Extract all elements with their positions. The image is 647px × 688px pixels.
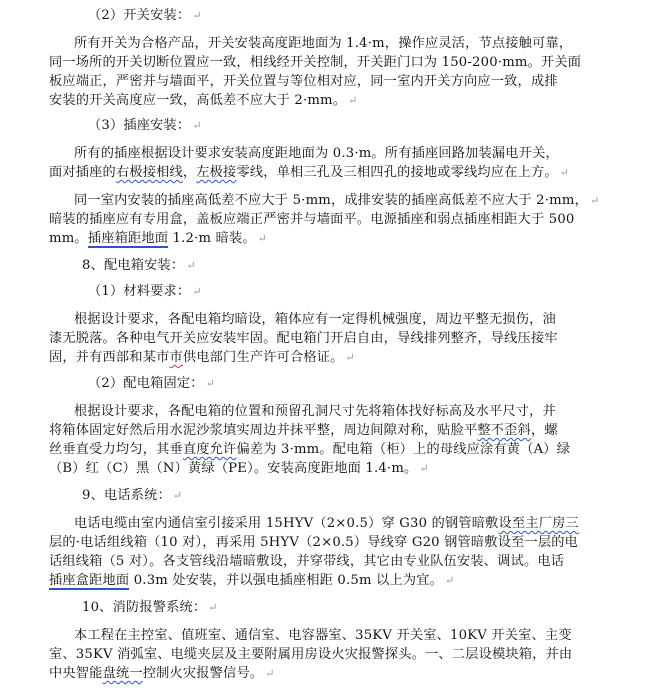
paragraph-mark-icon: ↵ xyxy=(589,194,600,207)
text-line: 同一室内安装的插座高低差不应大于 5·mm，成排安装的插座高低差不应大于 2·mm， ↵ xyxy=(74,193,600,208)
text-line: 根据设计要求，各配电箱的位置和预留孔洞尺寸先将箱体找好标高及水平尺寸，并 xyxy=(74,404,556,419)
paragraph-mark-icon: ↵ xyxy=(265,667,275,680)
text-line: 室、35KV 消弧室、电缆夹层及主要附属用房设火灾报警探头。一、二层设模块箱，并由 xyxy=(49,647,573,662)
heading-telephone-system: 9、电话系统： ↵ xyxy=(82,488,183,503)
text-line: 本工程在主控室、值班室、通信室、电容器室、35KV 开关室、10KV 开关室、主变 xyxy=(74,628,572,643)
text-line: 板应端正，严密并与墙面平，开关位置与等位相对应，同一室内开关方向应一致，成排 xyxy=(49,74,558,89)
heading-switch-install: （2）开关安装： ↵ xyxy=(88,8,202,23)
text-line: 插座盒距地面 0.3m 处安装，并以强电插座相距 0.5m 以上为宜。 ↵ xyxy=(49,573,455,588)
paragraph-mark-icon: ↵ xyxy=(172,489,183,502)
heading-box-fixing: （2）配电箱固定： ↵ xyxy=(88,376,216,391)
text-line: 固，并有西部和某市市供电部门生产许可合格证。 ↵ xyxy=(49,350,355,365)
heading-distribution-box: 8、配电箱安装： ↵ xyxy=(82,258,196,273)
text-line: 电话电缆由室内通信室引接采用 15HYV（2×0.5）穿 G30 的钢管暗敷设至主厂房三 xyxy=(74,516,579,531)
underlined-phrase: 直度允许 xyxy=(182,442,237,457)
heading-socket-install: （3）插座安装： ↵ xyxy=(88,118,202,133)
text-line: 根据设计要求，各配电箱均暗设，箱体应有一定得机械强度，周边平整无损伤，油 xyxy=(74,312,556,327)
text-line: mm。插座箱距地面 1.2·m 暗装。 ↵ xyxy=(49,231,268,246)
underlined-phrase: 插座盒距地面 xyxy=(49,573,130,588)
underlined-phrase: 盘统一 xyxy=(102,666,143,681)
text-line: 暗装的插座应有专用盒，盖板应端正严密并与墙面平。电源插座和弱点插座相距大于 500 xyxy=(49,212,575,227)
paragraph-mark-icon: ↵ xyxy=(419,462,429,475)
text-line: 层的·电话组线箱（10 对），再采用 5HYV（2×0.5）导线穿 G20 钢管暗敷设至一层的电 xyxy=(49,535,579,550)
heading-material-requirements: （1）材料要求： ↵ xyxy=(88,284,202,299)
paragraph-mark-icon: ↵ xyxy=(192,9,202,22)
underlined-phrase: 设至主厂房三 xyxy=(498,516,579,531)
heading-fire-alarm-system: 10、消防报警系统： ↵ xyxy=(82,600,218,615)
underlined-phrase: 市 xyxy=(169,350,183,365)
text-line: 话组线箱（5 对）。各支管线沿墙暗敷设，并穿带线，其它由专业队伍安装、调试。电话 xyxy=(49,554,565,569)
text-line: 同一场所的开关切断位置应一致，相线经开关控制，开关距门口为 150-200·mm。开关面 xyxy=(49,55,582,70)
underlined-phrase: 插座箱距地面 xyxy=(87,231,169,246)
paragraph-mark-icon: ↵ xyxy=(348,94,358,107)
underlined-phrase: 左极接 xyxy=(196,165,237,180)
text-line: 丝垂直受力均匀，其垂直度允许偏差为 3·mm。配电箱（柜）上的母线应涂有黄（A）绿 xyxy=(49,442,571,457)
paragraph-mark-icon: ↵ xyxy=(345,351,355,364)
text-line: 所有的插座根据设计要求安装高度距地面为 0.3·m。所有插座回路加装漏电开关， xyxy=(74,146,559,161)
text-line: 面对插座的右极接相线，左极接零线，单相三孔及三相四孔的接地或零线均应在上方。 ↵ xyxy=(49,165,570,180)
text-line: 安装的开关高度应一致，高低差不应大于 2·mm。 ↵ xyxy=(49,93,358,108)
text-line: 所有开关为合格产品，开关安装高度距地面为 1.4·m，操作应灵活，节点接触可靠， xyxy=(74,36,573,51)
paragraph-mark-icon: ↵ xyxy=(205,377,216,390)
paragraph-mark-icon: ↵ xyxy=(445,574,455,587)
paragraph-mark-icon: ↵ xyxy=(208,601,218,614)
paragraph-mark-icon: ↵ xyxy=(559,166,570,179)
text-line: 中央智能盘统一控制火灾报警信号。 ↵ xyxy=(49,666,275,681)
text-line: （B）红（C）黑（N）黄绿（PE）。安装高度距地面 1.4·m。 ↵ xyxy=(49,461,429,476)
paragraph-mark-icon: ↵ xyxy=(257,232,268,245)
underlined-phrase: 右极接相线 xyxy=(115,165,183,180)
paragraph-mark-icon: ↵ xyxy=(192,119,202,132)
text-line: 漆无脱落。各种电气开关应安装牢固。配电箱门开启自由，导线排列整齐，导线压接牢 xyxy=(49,331,558,346)
underlined-phrase: 整不歪斜 xyxy=(477,423,531,438)
text-line: 将箱体固定好然后用水泥沙浆填实周边并抹平整，周边间隙对称，贴脸平整不歪斜，螺 xyxy=(49,423,558,438)
paragraph-mark-icon: ↵ xyxy=(186,259,196,272)
paragraph-mark-icon: ↵ xyxy=(192,285,202,298)
